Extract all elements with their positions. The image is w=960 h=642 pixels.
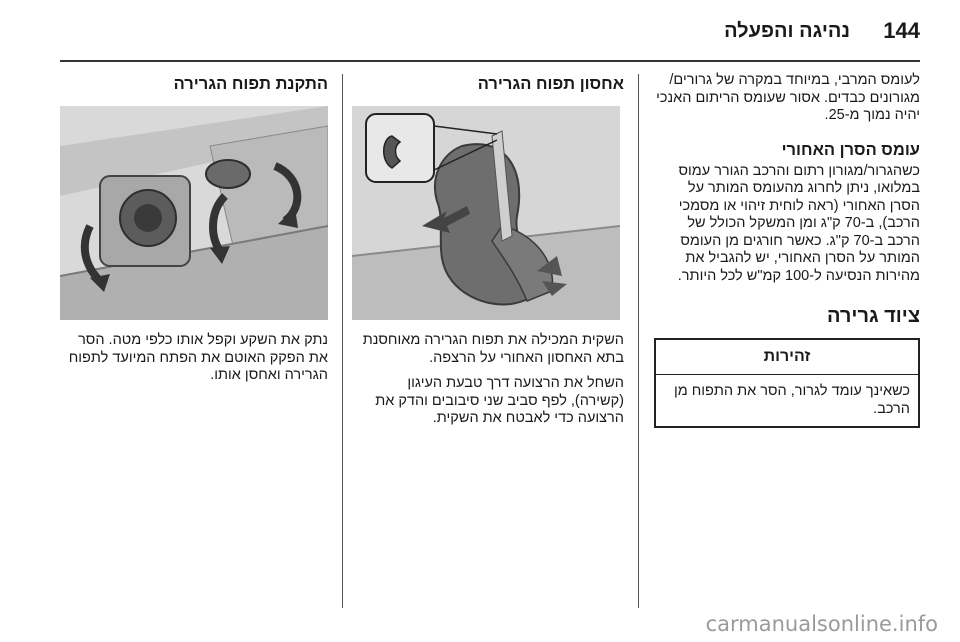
left-column [60, 72, 328, 385]
storage-paragraph-2: השחל את הרצועה דרך טבעת העיגון (קשירה), לפף סביב שני סיבובים והדק את הרצועה כדי לאבטח את השקית. [375, 375, 624, 426]
installation-paragraph: נתק את השקע וקפל אותו כלפי מטה. הסר את הפקק האוטם את הפתח המיועד לתפוח הגרירה ואחסן אותו. [68, 332, 328, 383]
watermark-text: carmanualsonline.info [705, 612, 938, 636]
storage-heading: אחסון תפוח הגרירה [477, 75, 624, 93]
chapter-title: נהיגה והפעלה [724, 20, 850, 42]
rear-axle-heading: עומס הסרן האחורי [781, 140, 920, 159]
section-heading: ציוד גרירה [826, 305, 920, 327]
right-column [654, 72, 920, 428]
storage-paragraph-1: השקית המכילה את תפוח הגרירה מאוחסנת בתא האחסון האחורי על הרצפה. [362, 332, 624, 366]
caution-text: כשאינך עומד לגרור, הסר את התפוח מן הרכב. [673, 383, 910, 417]
page-header [0, 0, 960, 62]
page-number: 144 [883, 18, 920, 43]
storage-bag-illustration [352, 106, 620, 320]
storage-bag-drawing [352, 106, 620, 320]
caution-title: זהירות [656, 340, 918, 375]
intro-paragraph: לעומס המרבי, במיוחד במקרה של גרורים/ מגורונים כבדים. אסור שעומס הריתום האנכי יהיה נמוך מ-25. [656, 72, 920, 123]
socket-drawing [60, 106, 328, 320]
middle-column [352, 72, 624, 428]
header-divider [60, 60, 920, 62]
column-divider-left [342, 74, 343, 608]
installation-heading: התקנת תפוח הגרירה [173, 75, 328, 93]
column-divider-right [638, 74, 639, 608]
rear-axle-paragraph: כשהגרור/מגורון רתום והרכב הגורר עמוס במלואו, ניתן לחרוג מהעומס המותר על הסרן האחורי (ראה לוחית זיהוי או מסמכי הרכב), ב-70 ק"ג ומן המשקל הכולל של הרכב ב-70 ק"ג. כאשר חורגים מן העומס המותר על הסרן האחורי, יש להגביל את מהירות הנסיעה ל-100 קמ"ש לכל היותר. [677, 162, 920, 284]
caution-box [654, 338, 920, 428]
socket-installation-illustration [60, 106, 328, 320]
